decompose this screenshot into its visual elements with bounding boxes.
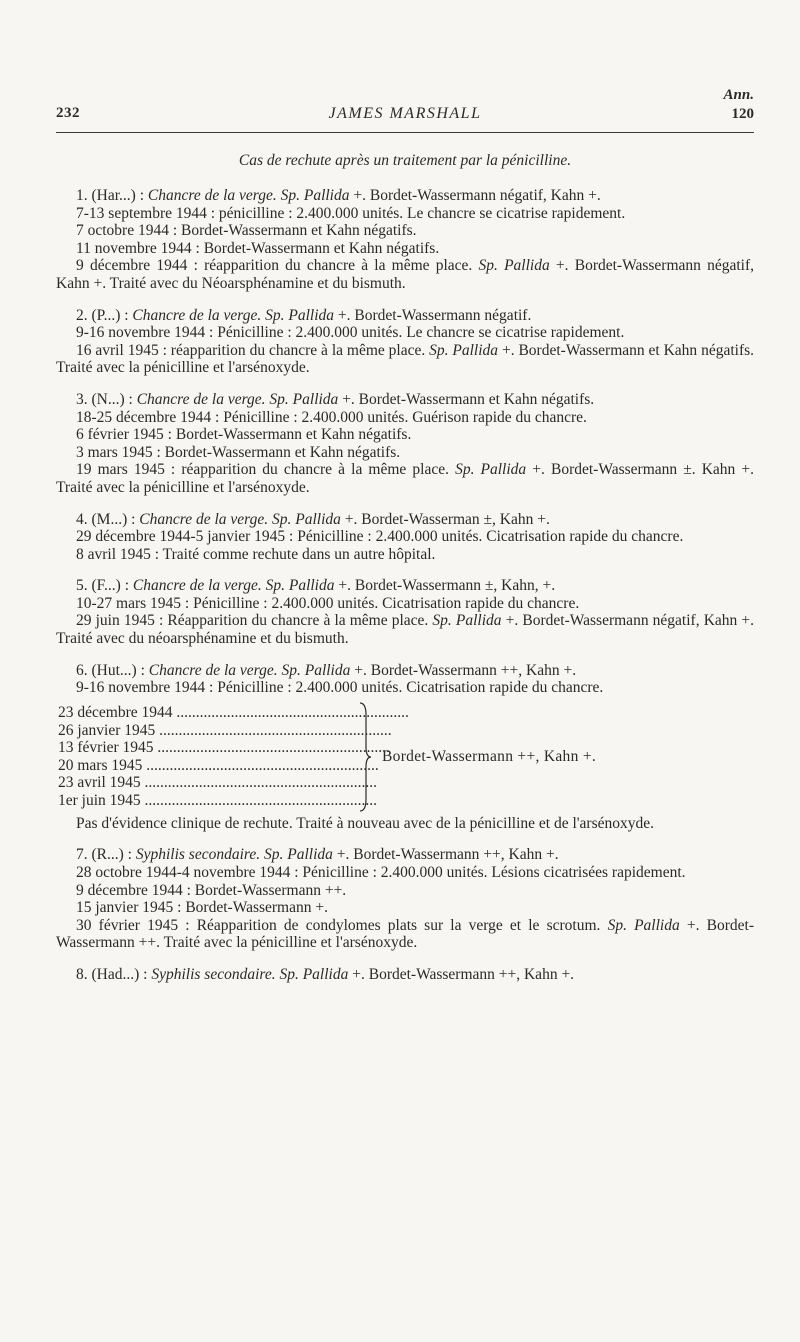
- text-run: 3 mars 1945 : Bordet-Wassermann et Kahn négatifs.: [76, 443, 401, 461]
- brace-mark: [356, 699, 374, 815]
- paragraph: [56, 511, 754, 529]
- text-run: +. Bordet-Wassermann ++, Kahn +.: [348, 966, 575, 983]
- case-block: [56, 391, 754, 497]
- text-run: 18-25 décembre 1944 : Pénicilline : 2.400.000 unités. Guérison rapide du chancre.: [76, 408, 587, 426]
- paragraph: [56, 546, 754, 564]
- date-entry: 23 décembre 1944 ............................................................: [58, 704, 409, 722]
- text-run: 7 octobre 1944 : Bordet-Wassermann et Kahn négatifs.: [76, 222, 417, 240]
- italic-run: Sp. Pallida: [432, 612, 502, 630]
- case-block: [56, 966, 754, 984]
- paragraph: [56, 864, 754, 882]
- text-run: +. Bordet-Wassermann ++, Kahn +.: [350, 661, 577, 679]
- text-run: 9 décembre 1944 : Bordet-Wassermann ++.: [76, 881, 347, 899]
- paragraph: [56, 528, 754, 546]
- text-run: 11 novembre 1944 : Bordet-Wassermann et Kahn négatifs.: [76, 239, 440, 257]
- paragraph: [56, 426, 754, 444]
- paragraph: [56, 391, 754, 409]
- paragraph: [56, 187, 754, 205]
- text-run: 9-16 novembre 1944 : Pénicilline : 2.400.000 unités. Le chancre se cicatrise rapidement.: [76, 324, 625, 342]
- paragraph: [56, 899, 754, 917]
- date-list: [56, 704, 409, 810]
- italic-run: Chancre de la verge. Sp. Pallida: [148, 661, 351, 679]
- italic-run: Chancre de la verge. Sp. Pallida: [132, 306, 335, 324]
- text-run: 30 février 1945 : Réapparition de condylomes plats sur la verge et le scrotum.: [76, 916, 608, 934]
- paragraph: [56, 846, 754, 864]
- paragraph: [56, 461, 754, 496]
- text-run: +. Bordet-Wassermann négatif, Kahn +. Traité avec du Néoarsphénamine et du bismuth.: [56, 257, 755, 292]
- text-run: +. Bordet-Wassermann et Kahn négatifs.: [338, 390, 595, 408]
- text-run: 8. (Had...) :: [76, 966, 152, 983]
- paragraph: [56, 222, 754, 240]
- case-block: [56, 662, 754, 833]
- text-run: +. Bordet-Wassermann négatif, Kahn +. Traité avec du néoarsphénamine et du bismuth.: [56, 612, 755, 648]
- italic-run: Chancre de la verge. Sp. Pallida: [136, 390, 339, 408]
- text-run: +. Bordet-Wassermann ±, Kahn, +.: [334, 577, 556, 595]
- page-header: [56, 82, 754, 128]
- case-block: [56, 511, 754, 564]
- annotation-line-1: Ann.: [723, 87, 754, 103]
- paragraph: [56, 612, 754, 647]
- italic-run: Sp. Pallida: [478, 257, 550, 275]
- paragraph: [56, 595, 754, 613]
- text-run: 2. (P...) :: [76, 306, 133, 324]
- paragraph: [56, 577, 754, 595]
- text-run: +. Bordet-Wassermann négatif.: [334, 306, 532, 324]
- text-run: 15 janvier 1945 : Bordet-Wassermann +.: [76, 899, 328, 917]
- text-run: 3. (N...) :: [76, 390, 137, 408]
- running-title: JAMES MARSHALL: [328, 105, 482, 122]
- text-run: 5. (F...) :: [76, 577, 133, 595]
- text-run: 9 décembre 1944 : réapparition du chancre à la même place.: [76, 257, 479, 275]
- paragraph: [56, 205, 754, 223]
- date-entry: 26 janvier 1945 ............................................................: [58, 721, 392, 739]
- paragraph: [56, 240, 754, 258]
- text-run: Pas d'évidence clinique de rechute. Traité à nouveau avec de la pénicilline et de l'arsénoxyde.: [76, 814, 655, 832]
- paragraph: [56, 966, 754, 984]
- case-block: [56, 307, 754, 377]
- brace-result: Bordet-Wassermann ++, Kahn +.: [382, 747, 597, 765]
- text-run: 16 avril 1945 : réapparition du chancre à la même place.: [76, 341, 430, 359]
- paragraph: [56, 307, 754, 325]
- text-run: 7. (R...) :: [76, 846, 136, 864]
- text-run: 9-16 novembre 1944 : Pénicilline : 2.400.000 unités. Cicatrisation rapide du chancre.: [76, 679, 604, 697]
- text-run: 8 avril 1945 : Traité comme rechute dans un autre hôpital.: [76, 545, 436, 563]
- text-run: 19 mars 1945 : réapparition du chancre à la même place.: [76, 461, 456, 479]
- page-number: 232: [56, 105, 80, 121]
- text-run: +. Bordet-Wassermann ++. Traité avec la pénicilline et l'arsénoxyde.: [56, 916, 755, 952]
- annotation: [724, 86, 754, 124]
- text-run: +. Bordet-Wassermann ±. Kahn +. Traité avec la pénicilline et l'arsénoxyde.: [56, 461, 754, 496]
- article-body: [56, 187, 754, 984]
- case-block: [56, 846, 754, 952]
- text-run: 7-13 septembre 1944 : pénicilline : 2.400.000 unités. Le chancre se cicatrise rapidement.: [76, 204, 626, 222]
- italic-run: Syphilis secondaire. Sp. Pallida: [151, 966, 349, 983]
- paragraph: [56, 324, 754, 342]
- paragraph: [56, 342, 754, 377]
- date-entry: 1er juin 1945 ............................................................: [58, 792, 378, 810]
- paragraph: [56, 409, 754, 427]
- text-run: 6. (Hut...) :: [76, 661, 149, 679]
- italic-run: Sp. Pallida: [607, 916, 680, 934]
- text-run: +. Bordet-Wassermann ++, Kahn +.: [332, 846, 559, 864]
- date-group: [56, 699, 754, 815]
- italic-run: Chancre de la verge. Sp. Pallida: [139, 510, 341, 528]
- paragraph: [56, 257, 754, 292]
- case-block: [56, 577, 754, 647]
- italic-run: Syphilis secondaire. Sp. Pallida: [135, 846, 333, 864]
- paragraph: [56, 662, 754, 680]
- header-rule: [56, 132, 754, 133]
- text-run: +. Bordet-Wasserman ±, Kahn +.: [340, 510, 550, 528]
- italic-run: Sp. Pallida: [455, 461, 527, 479]
- date-entry: 20 mars 1945 ............................................................: [58, 756, 379, 774]
- paragraph: [56, 444, 754, 462]
- text-run: 1. (Har...) :: [76, 187, 148, 204]
- text-run: 29 juin 1945 : Réapparition du chancre à la même place.: [76, 612, 433, 630]
- italic-run: Chancre de la verge. Sp. Pallida: [147, 187, 350, 204]
- italic-run: Chancre de la verge. Sp. Pallida: [132, 577, 335, 595]
- text-run: +. Bordet-Wassermann et Kahn négatifs. Traité avec la pénicilline et l'arsénoxyde.: [56, 341, 755, 377]
- text-run: 6 février 1945 : Bordet-Wassermann et Kahn négatifs.: [76, 426, 412, 444]
- case-block: [56, 187, 754, 293]
- text-run: 29 décembre 1944-5 janvier 1945 : Pénicilline : 2.400.000 unités. Cicatrisation rapide du chancre.: [76, 528, 684, 546]
- paragraph: [56, 917, 754, 952]
- paragraph: [56, 679, 754, 697]
- section-title: Cas de rechute après un traitement par la pénicilline.: [238, 152, 572, 169]
- date-entry: 23 avril 1945 ............................................................: [58, 774, 378, 792]
- text-run: 28 octobre 1944-4 novembre 1944 : Pénicilline : 2.400.000 unités. Lésions cicatrisées rapidement.: [76, 864, 686, 882]
- text-run: +. Bordet-Wassermann négatif, Kahn +.: [349, 187, 601, 204]
- text-run: 10-27 mars 1945 : Pénicilline : 2.400.000 unités. Cicatrisation rapide du chancre.: [76, 594, 580, 612]
- text-run: 4. (M...) :: [76, 510, 140, 528]
- date-entry: 13 février 1945 ............................................................: [58, 739, 390, 757]
- paragraph: [56, 815, 754, 833]
- annotation-line-2: 120: [731, 106, 754, 122]
- italic-run: Sp. Pallida: [429, 341, 499, 359]
- page: [56, 82, 754, 984]
- paragraph: [56, 882, 754, 900]
